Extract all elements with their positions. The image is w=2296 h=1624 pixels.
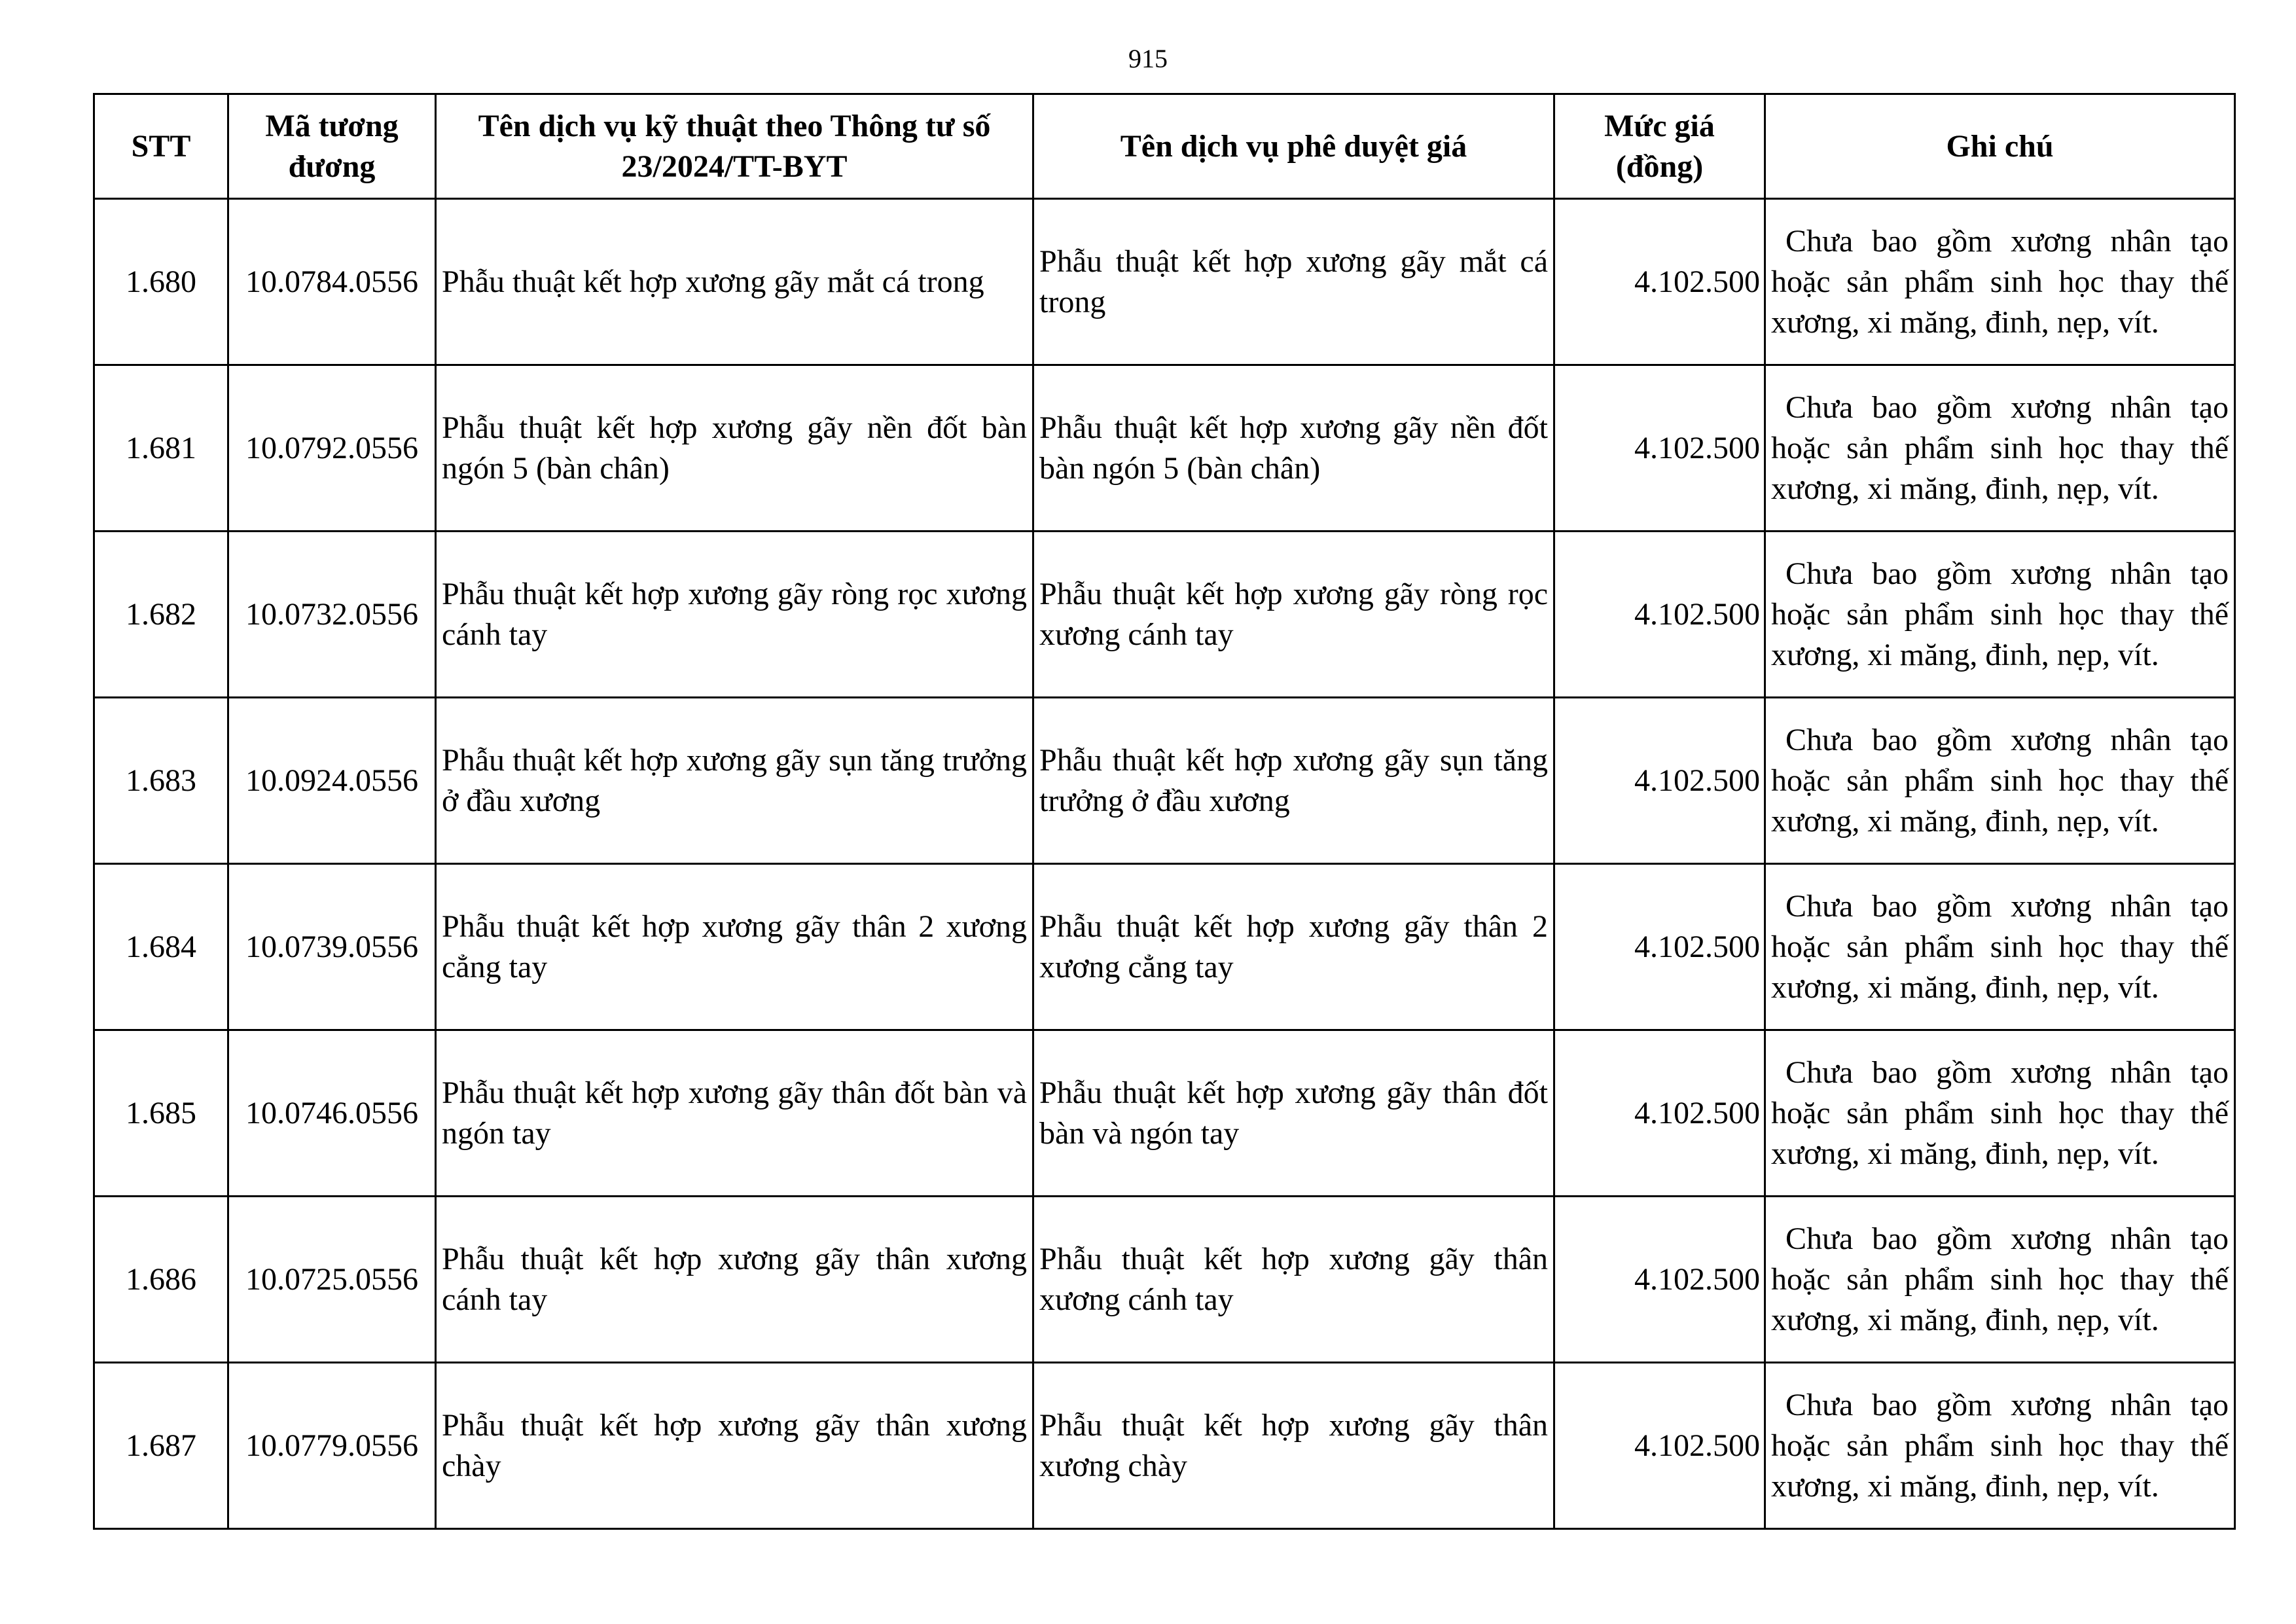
cell-technical-service: Phẫu thuật kết hợp xương gãy thân xương chày	[436, 1363, 1033, 1529]
cell-technical-service: Phẫu thuật kết hợp xương gãy thân đốt bàn và ngón tay	[436, 1030, 1033, 1197]
cell-technical-service: Phẫu thuật kết hợp xương gãy ròng rọc xương cánh tay	[436, 532, 1033, 698]
table-row	[94, 1030, 2235, 1197]
cell-approved-service: Phẫu thuật kết hợp xương gãy ròng rọc xương cánh tay	[1033, 532, 1554, 698]
table-row	[94, 698, 2235, 864]
cell-note: Chưa bao gồm xương nhân tạo hoặc sản phẩm sinh học thay thế xương, xi măng, đinh, nẹp, vít.	[1765, 698, 2235, 864]
cell-approved-service: Phẫu thuật kết hợp xương gãy thân xương cánh tay	[1033, 1197, 1554, 1363]
cell-technical-service: Phẫu thuật kết hợp xương gãy mắt cá trong	[436, 199, 1033, 365]
cell-code: 10.0746.0556	[228, 1030, 436, 1197]
cell-price: 4.102.500	[1554, 1030, 1765, 1197]
header-technical-service: Tên dịch vụ kỹ thuật theo Thông tư số 23/2024/TT-BYT	[436, 94, 1033, 199]
cell-code: 10.0784.0556	[228, 199, 436, 365]
table-header	[94, 94, 2235, 199]
header-price: Mức giá (đồng)	[1554, 94, 1765, 199]
table-row	[94, 1197, 2235, 1363]
cell-approved-service: Phẫu thuật kết hợp xương gãy thân 2 xương cẳng tay	[1033, 864, 1554, 1030]
cell-price: 4.102.500	[1554, 1197, 1765, 1363]
cell-price: 4.102.500	[1554, 199, 1765, 365]
cell-note: Chưa bao gồm xương nhân tạo hoặc sản phẩm sinh học thay thế xương, xi măng, đinh, nẹp, vít.	[1765, 199, 2235, 365]
cell-price: 4.102.500	[1554, 532, 1765, 698]
cell-stt: 1.681	[94, 365, 228, 532]
header-stt: STT	[94, 94, 228, 199]
cell-approved-service: Phẫu thuật kết hợp xương gãy mắt cá trong	[1033, 199, 1554, 365]
cell-approved-service: Phẫu thuật kết hợp xương gãy thân xương chày	[1033, 1363, 1554, 1529]
cell-stt: 1.686	[94, 1197, 228, 1363]
table-row	[94, 532, 2235, 698]
cell-technical-service: Phẫu thuật kết hợp xương gãy nền đốt bàn ngón 5 (bàn chân)	[436, 365, 1033, 532]
cell-code: 10.0739.0556	[228, 864, 436, 1030]
cell-approved-service: Phẫu thuật kết hợp xương gãy sụn tăng trưởng ở đầu xương	[1033, 698, 1554, 864]
cell-technical-service: Phẫu thuật kết hợp xương gãy thân 2 xương cẳng tay	[436, 864, 1033, 1030]
cell-note: Chưa bao gồm xương nhân tạo hoặc sản phẩm sinh học thay thế xương, xi măng, đinh, nẹp, vít.	[1765, 1197, 2235, 1363]
cell-stt: 1.684	[94, 864, 228, 1030]
table-row	[94, 1363, 2235, 1529]
cell-code: 10.0732.0556	[228, 532, 436, 698]
cell-stt: 1.683	[94, 698, 228, 864]
cell-stt: 1.685	[94, 1030, 228, 1197]
cell-note: Chưa bao gồm xương nhân tạo hoặc sản phẩm sinh học thay thế xương, xi măng, đinh, nẹp, vít.	[1765, 1030, 2235, 1197]
cell-approved-service: Phẫu thuật kết hợp xương gãy thân đốt bàn và ngón tay	[1033, 1030, 1554, 1197]
cell-stt: 1.687	[94, 1363, 228, 1529]
price-table	[93, 93, 2236, 1530]
table-row	[94, 864, 2235, 1030]
cell-price: 4.102.500	[1554, 1363, 1765, 1529]
header-note: Ghi chú	[1765, 94, 2235, 199]
cell-note: Chưa bao gồm xương nhân tạo hoặc sản phẩm sinh học thay thế xương, xi măng, đinh, nẹp, vít.	[1765, 365, 2235, 532]
cell-stt: 1.680	[94, 199, 228, 365]
cell-price: 4.102.500	[1554, 365, 1765, 532]
cell-price: 4.102.500	[1554, 698, 1765, 864]
cell-technical-service: Phẫu thuật kết hợp xương gãy thân xương cánh tay	[436, 1197, 1033, 1363]
cell-note: Chưa bao gồm xương nhân tạo hoặc sản phẩm sinh học thay thế xương, xi măng, đinh, nẹp, vít.	[1765, 864, 2235, 1030]
cell-code: 10.0725.0556	[228, 1197, 436, 1363]
table-row	[94, 199, 2235, 365]
header-approved-service: Tên dịch vụ phê duyệt giá	[1033, 94, 1554, 199]
table-row	[94, 365, 2235, 532]
cell-code: 10.0924.0556	[228, 698, 436, 864]
header-code: Mã tương đương	[228, 94, 436, 199]
cell-note: Chưa bao gồm xương nhân tạo hoặc sản phẩm sinh học thay thế xương, xi măng, đinh, nẹp, vít.	[1765, 532, 2235, 698]
table-body	[94, 199, 2235, 1529]
cell-code: 10.0779.0556	[228, 1363, 436, 1529]
page-number: 915	[1128, 44, 1168, 73]
cell-code: 10.0792.0556	[228, 365, 436, 532]
header-row	[94, 94, 2235, 199]
cell-technical-service: Phẫu thuật kết hợp xương gãy sụn tăng trưởng ở đầu xương	[436, 698, 1033, 864]
cell-price: 4.102.500	[1554, 864, 1765, 1030]
cell-note: Chưa bao gồm xương nhân tạo hoặc sản phẩm sinh học thay thế xương, xi măng, đinh, nẹp, vít.	[1765, 1363, 2235, 1529]
cell-approved-service: Phẫu thuật kết hợp xương gãy nền đốt bàn ngón 5 (bàn chân)	[1033, 365, 1554, 532]
cell-stt: 1.682	[94, 532, 228, 698]
